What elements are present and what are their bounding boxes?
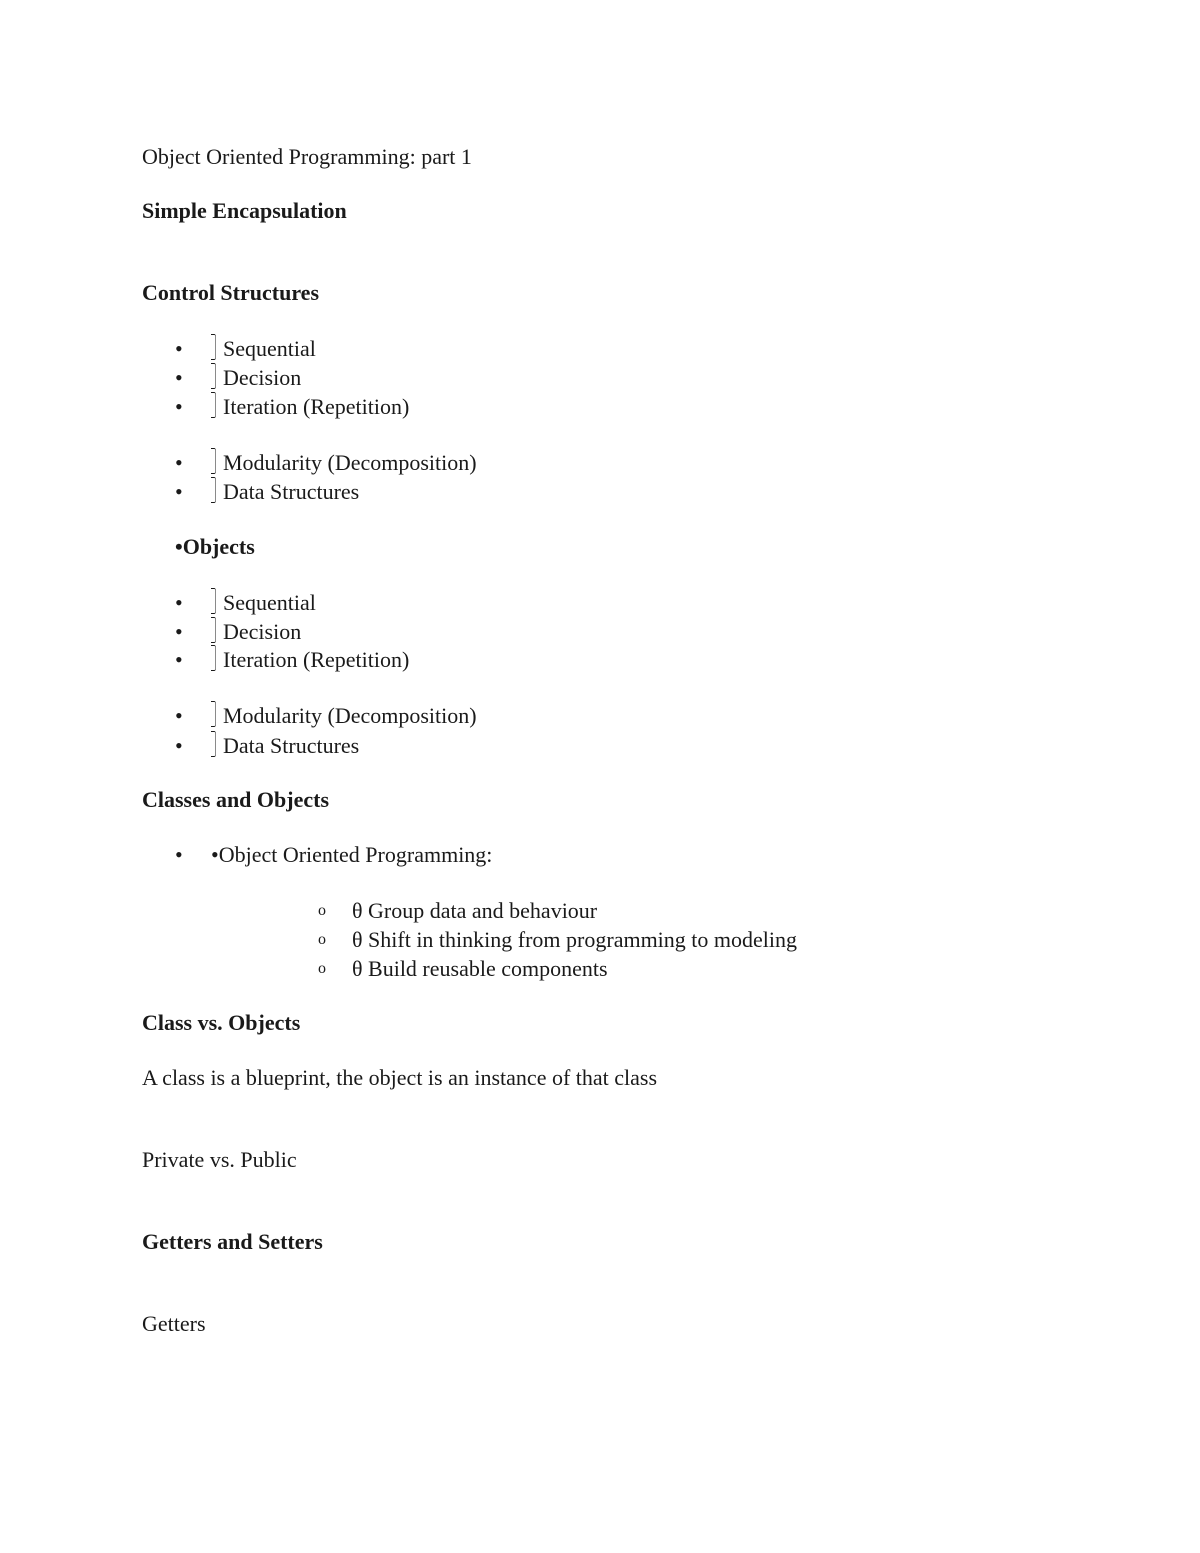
bracket-icon [211, 701, 216, 727]
sub-list-item-label: θ Group data and behaviour [352, 898, 598, 923]
bullet-icon: • [175, 733, 183, 758]
bracket-icon [211, 392, 216, 418]
bracket-icon [211, 334, 216, 360]
bracket-icon [211, 448, 216, 474]
bullet-icon: • [175, 703, 183, 728]
bullet-icon: • [175, 336, 183, 361]
heading-simple-encapsulation: Simple Encapsulation [142, 198, 347, 223]
objects-heading: •Objects [175, 534, 255, 559]
bracket-icon [211, 731, 216, 757]
bullet-icon: • [175, 365, 183, 390]
sub-list-item-label: θ Shift in thinking from programming to modeling [352, 927, 798, 952]
bullet-icon: • [175, 619, 183, 644]
bullet-icon: • [175, 590, 183, 615]
circle-bullet-icon: o [318, 902, 326, 919]
list-item-label: •Object Oriented Programming: [211, 842, 493, 867]
private-vs-public-text: Private vs. Public [142, 1147, 297, 1172]
getters-text: Getters [142, 1311, 206, 1336]
bullet-icon: • [175, 647, 183, 672]
list-item-label: Modularity (Decomposition) [223, 450, 477, 475]
list-item-label: Sequential [223, 336, 316, 361]
list-item-label: Decision [223, 619, 302, 644]
list-item-label: Iteration (Repetition) [223, 394, 410, 419]
class-definition-text: A class is a blueprint, the object is an instance of that class [142, 1065, 658, 1090]
bracket-icon [211, 363, 216, 389]
heading-classes-and-objects: Classes and Objects [142, 787, 330, 812]
heading-getters-and-setters: Getters and Setters [142, 1229, 323, 1254]
heading-control-structures: Control Structures [142, 280, 320, 305]
list-item-label: Data Structures [223, 479, 360, 504]
list-item-label: Iteration (Repetition) [223, 647, 410, 672]
bracket-icon [211, 645, 216, 671]
list-item-label: Sequential [223, 590, 316, 615]
list-item-label: Data Structures [223, 733, 360, 758]
list-item-label: Modularity (Decomposition) [223, 703, 477, 728]
bracket-icon [211, 477, 216, 503]
list-item-label: Decision [223, 365, 302, 390]
sub-list-item-label: θ Build reusable components [352, 956, 608, 981]
heading-class-vs-objects: Class vs. Objects [142, 1010, 301, 1035]
circle-bullet-icon: o [318, 931, 326, 948]
bullet-icon: • [175, 842, 183, 867]
bullet-icon: • [175, 394, 183, 419]
bullet-icon: • [175, 450, 183, 475]
bracket-icon [211, 588, 216, 614]
bracket-icon [211, 617, 216, 643]
circle-bullet-icon: o [318, 960, 326, 977]
bullet-icon: • [175, 479, 183, 504]
document-title: Object Oriented Programming: part 1 [142, 144, 472, 169]
